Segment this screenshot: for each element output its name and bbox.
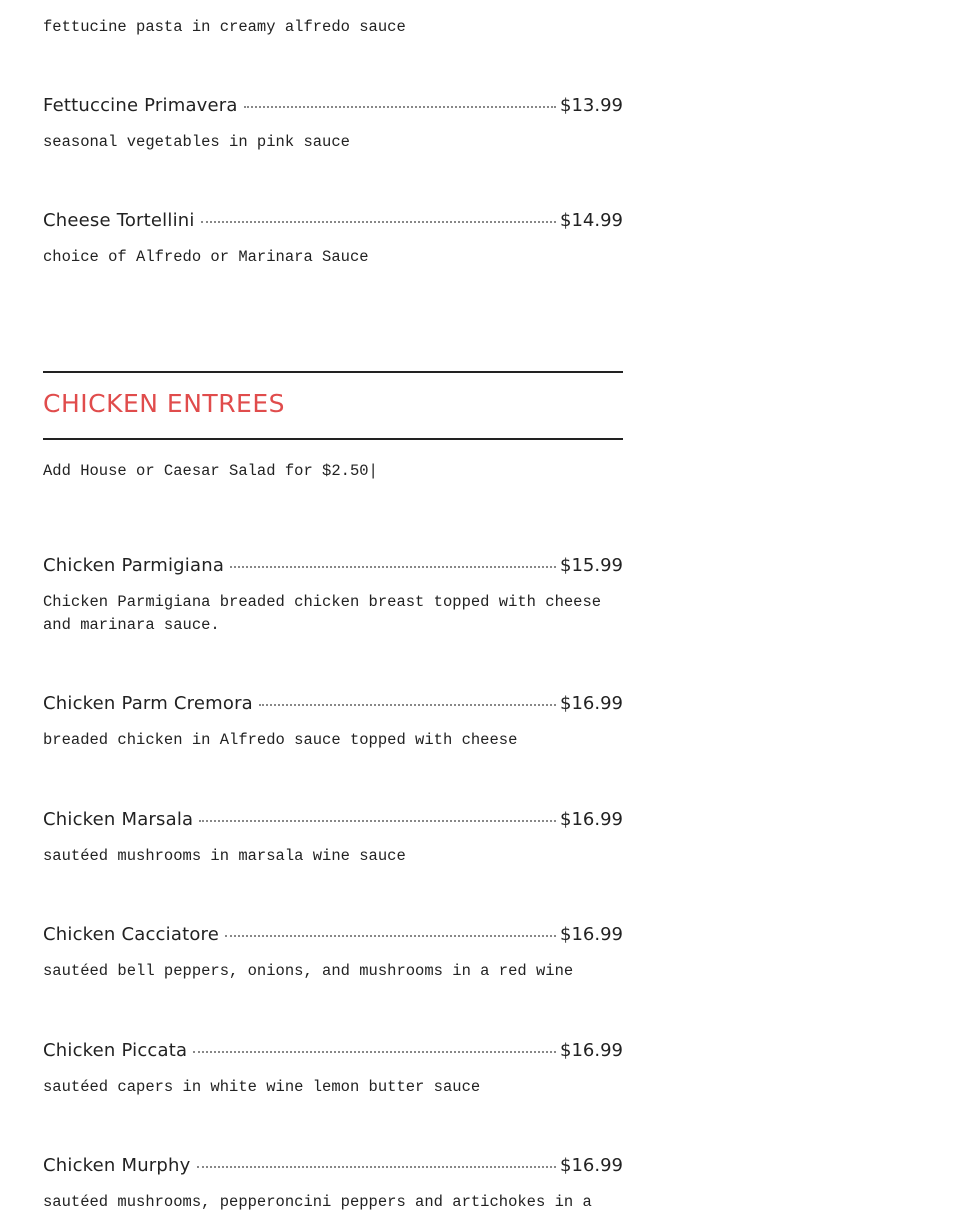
item-name: Fettuccine Primavera	[43, 95, 238, 116]
item-name: Chicken Parmigiana	[43, 555, 225, 576]
item-description: seasonal vegetables in pink sauce	[43, 133, 350, 151]
item-description: breaded chicken in Alfredo sauce topped with cheese	[43, 731, 518, 749]
dot-leader	[230, 565, 556, 568]
section-bottom-rule	[43, 438, 623, 440]
item-price: $14.99	[560, 210, 623, 231]
item-description: sautéed capers in white wine lemon butter sauce	[43, 1078, 481, 1096]
menu-item	[43, 924, 623, 983]
menu-item	[43, 809, 623, 868]
section-note: Add House or Caesar Salad for $2.50|	[43, 462, 378, 480]
dot-leader	[197, 1165, 557, 1168]
item-name: Chicken Cacciatore	[43, 924, 220, 945]
section-title: CHICKEN ENTREES	[43, 389, 286, 418]
menu-item	[43, 95, 623, 154]
item-price: $16.99	[560, 693, 623, 714]
item-name: Chicken Piccata	[43, 1040, 188, 1061]
dot-leader	[259, 703, 556, 706]
item-description: sautéed bell peppers, onions, and mushrooms in a red wine	[43, 962, 574, 980]
item-description: fettucine pasta in creamy alfredo sauce	[43, 18, 406, 36]
menu-item	[43, 1155, 623, 1214]
menu-item	[43, 693, 623, 752]
section-top-rule	[43, 371, 623, 373]
dot-leader	[199, 819, 556, 822]
item-description: choice of Alfredo or Marinara Sauce	[43, 248, 369, 266]
item-name: Chicken Marsala	[43, 809, 194, 830]
dot-leader	[225, 934, 556, 937]
item-price: $13.99	[560, 95, 623, 116]
dot-leader	[244, 105, 556, 108]
item-price: $16.99	[560, 924, 623, 945]
menu-item	[43, 210, 623, 269]
item-price: $16.99	[560, 1155, 623, 1176]
menu-item	[43, 555, 623, 637]
menu-item	[43, 1040, 623, 1099]
dot-leader	[193, 1050, 556, 1053]
item-price: $16.99	[560, 809, 623, 830]
item-description: Chicken Parmigiana breaded chicken breast topped with cheese and marinara sauce.	[43, 593, 602, 634]
item-name: Chicken Murphy	[43, 1155, 191, 1176]
item-name: Cheese Tortellini	[43, 210, 195, 231]
item-price: $16.99	[560, 1040, 623, 1061]
item-name: Chicken Parm Cremora	[43, 693, 253, 714]
dot-leader	[201, 220, 556, 223]
item-price: $15.99	[560, 555, 623, 576]
item-description: sautéed mushrooms, pepperoncini peppers and artichokes in a	[43, 1193, 592, 1211]
item-description: sautéed mushrooms in marsala wine sauce	[43, 847, 406, 865]
